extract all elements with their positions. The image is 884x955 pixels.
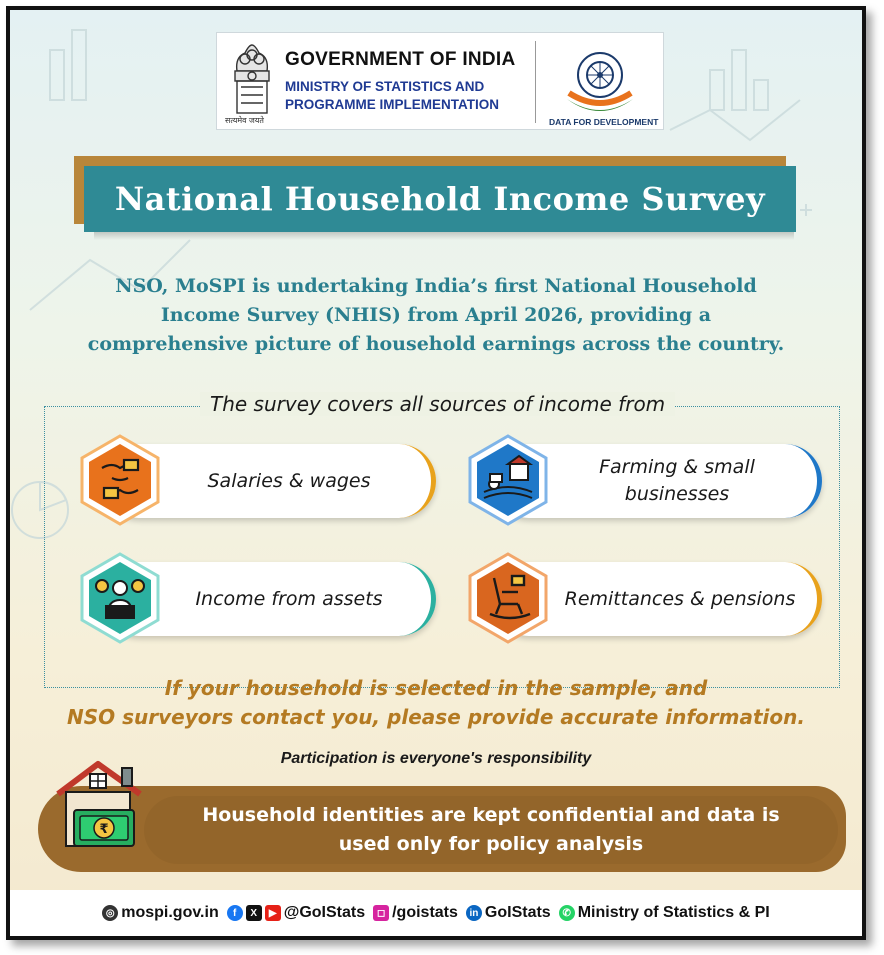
label-line: businesses <box>624 483 730 505</box>
youtube-icon: ▶ <box>265 905 281 921</box>
notice-line: If your household is selected in the sample, and <box>164 676 708 700</box>
website-link[interactable] <box>102 904 218 922</box>
facebook-icon: f <box>227 905 243 921</box>
title-banner <box>84 166 796 232</box>
government-logo-card <box>216 32 664 130</box>
globe-icon: ◎ <box>102 905 118 921</box>
income-sources-title: The survey covers all sources of income from <box>200 392 675 416</box>
intro-line: Income Survey (NHIS) from April 2026, providing a <box>160 304 712 326</box>
whatsapp-icon: ✆ <box>559 905 575 921</box>
national-emblem-icon <box>227 41 277 123</box>
website-text: mospi.gov.in <box>121 904 219 921</box>
house-rupee-icon <box>50 758 148 854</box>
page-title: National Household Income Survey <box>114 180 766 218</box>
assets-icon <box>78 552 162 644</box>
handle-text: GoIStats <box>484 904 551 921</box>
logo-divider <box>535 41 536 123</box>
ministry-name-line1: MINISTRY OF STATISTICS AND <box>285 79 485 94</box>
intro-line: NSO, MoSPI is undertaking India’s first National Household <box>115 275 757 297</box>
notice-line: NSO surveyors contact you, please provide accurate information. <box>66 705 805 729</box>
logo-caption: DATA FOR DEVELOPMENT <box>549 117 659 127</box>
label-line: Farming & small <box>599 456 755 478</box>
social-footer <box>10 890 862 936</box>
farming-icon <box>466 434 550 526</box>
ministry-name-line2: PROGRAMME IMPLEMENTATION <box>285 97 499 112</box>
instagram-handle[interactable] <box>373 904 458 922</box>
poster-frame <box>6 6 866 940</box>
sample-notice <box>50 674 822 732</box>
handle-text: /goistats <box>392 904 458 921</box>
income-source-label <box>599 454 755 508</box>
participation-text: Participation is everyone's responsibility <box>280 750 592 767</box>
income-source-label: Salaries & wages <box>207 469 371 492</box>
confidentiality-line: Household identities are kept confidential and data is <box>202 804 780 826</box>
handle-text: Ministry of Statistics & PI <box>577 904 770 921</box>
mospi-data-for-development-logo <box>547 41 653 117</box>
emblem-caption: सत्यमेव जयते <box>225 116 264 125</box>
rocking-chair-icon <box>466 552 550 644</box>
handle-text: @GoIStats <box>283 904 366 921</box>
social-handle-goistats[interactable] <box>227 904 365 922</box>
svg-text:₹: ₹ <box>99 822 109 837</box>
income-source-label: Remittances & pensions <box>564 587 796 610</box>
instagram-icon: ◻ <box>373 905 389 921</box>
confidentiality-line: used only for policy analysis <box>338 833 644 855</box>
linkedin-handle[interactable] <box>466 904 551 922</box>
intro-line: comprehensive picture of household earnings across the country. <box>87 333 785 355</box>
x-twitter-icon: X <box>246 905 262 921</box>
government-title: GOVERNMENT OF INDIA <box>285 49 516 70</box>
intro-text <box>50 272 822 359</box>
salary-hand-icon <box>78 434 162 526</box>
confidentiality-message <box>144 796 838 864</box>
banner-shadow <box>94 232 794 240</box>
linkedin-icon: in <box>466 905 482 921</box>
income-source-label: Income from assets <box>195 587 383 610</box>
whatsapp-channel[interactable] <box>559 904 770 922</box>
